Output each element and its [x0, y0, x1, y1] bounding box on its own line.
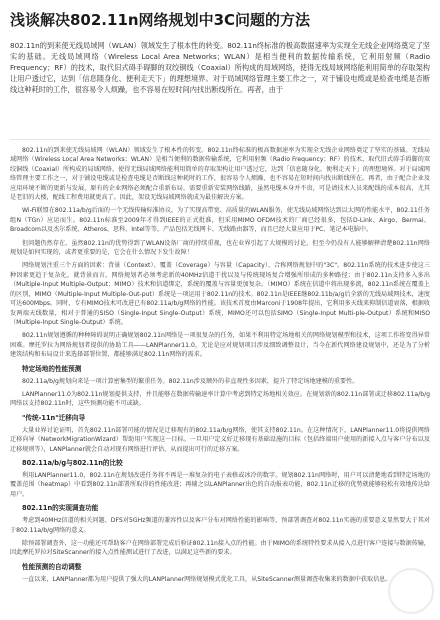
body-paragraph: 一直以来，LANPlanner都为用户提供了强大的LANPlanner网络规划模式优化工具，从SiteScanner测量调查收集来的数据中获取信息。 — [22, 575, 392, 583]
section-heading: 802.11a/b/g与802.11n的比较 — [22, 458, 123, 467]
body-paragraph: 除预部署调查外，这一功能还可帮助客户在网络部署完成后验证802.11n接入点的性能。由于MIMO的系统特性要求从接入点进行客户连接与数据传输，因此摩托罗拉对SiteScanner的接入点性能测试进行了改进，以满足这些新的要求。 — [10, 540, 430, 557]
body-paragraph: Wi-Fi联盟在802.11a/b/g后面的一个无线传输标准协议，为了实现高带宽、高质量的WLAN服务，使无线局域网络达到以太网的性能水平，802.11任务组N（TGn）应运而生。802.11n标准至2009年才得到IEEE的正式批准，但采用MIMO OFDM技术的厂商已经很多，包括D-Link、Airgo、Bermai、Broadcom以及杰尔系统、Atheros、思科、Intel等等，产品包括无线网卡、无线路由器等，而且已经大量应用于PC、笔记本电脑中。 — [10, 207, 430, 234]
divider — [10, 139, 430, 140]
body-paragraph: 802.11n的到来使无线局域网（WLAN）领域发生了根本性的转变。802.11n终标准的极高数据速率为实现全无线企业网络奠定了坚实的基础。无线局域网络（Wireless Local Area Networks；WLAN）是相当便利的数据传输系统，它利用射频（Radio Frequency；RF）的技术，取代旧式碍手碍脚的双绞铜线（Coaxial）所构成的局域网络，使得无线局域网络能利用简单的存取架构让用户透过它，达到「信息随身化、便利走天下」的理想境界。对于局域网络管理主要工作之一，对于铺设电缆或是检查电缆是否断线这种耗时的工作，很容易令人烦躁，也不容易在短时间内找出断线所在。再者，由于配合企业及应用环境不断的更新与发展，原有的企业网络必须配合重新布局，需要重新安装网络线路，虽然电缆本身并不贵，可是请技术人员来配线的成本很高，尤其是老旧的大楼，配线工程费用就更高了。因此，架设无线局域网络就成为最佳解决方案。 — [10, 147, 430, 202]
body-paragraph: 802.11a/b/g规划向来是一项计算密集型的繁重任务。802.11n涉及额外的非直观性多因素，提升了特定场地建模的重要性。 — [22, 377, 359, 385]
article-summary: 802.11n的到来使无线局域网（WLAN）领域发生了根本性的转变。802.11n终标准的极高数据速率为实现全无线企业网络奠定了坚实的基础。无线局域网络（Wireless Local Area Networks；WLAN）是相当便利的数据传输系统，它利用射频（Radio Frequency；RF）的技术，取代旧式碍手碍脚的双绞铜线（Coaxial）所构成的局域网络，使得无线局域网络能利用简单的存取架构让用户透过它，达到「信息随身化、便利走天下」的理想境界。对于局域网络管理主要工作之一，对于铺设电缆或是检查电缆是否断线这种耗时的工作，很容易令人烦躁，也不容易在短时间内找出断线所在。再者，由于 — [10, 41, 430, 94]
section-heading: 性能预测的自动调整 — [22, 562, 82, 571]
section-heading: 802.11n的实现调查功能 — [22, 504, 99, 513]
body-paragraph: 大量业界讨论证明，首先802.11n部署可能的情况是迁移现有的802.11a/b/g网络，使其支持802.11n。在这种情况下，LANPlanner11.0将提供网络迁移向导（NetworkMigrationWizard）帮助用户实现这一目标。一旦用户定义好迁移现有基础设施的目标（包括终端用户使用的新接入点与客户分布以及迁移规则等），LANPlanner就会自动对现有网络进行评估，从而提出可行的迁移方案。 — [10, 426, 430, 453]
body-paragraph: 利用LANPlanner11.0，802.11n在规划改进任务将不再是一堆复杂的电子表格或冰冷的数字。规划802.11n网络时，用户可以清楚地看到特定场地的覆盖范围（heatmap）中看到802.11n部署所取得的性能改进；再辅之以LANPlanner出色的自动报表功能，802.11n迁移的优势就能够轻松有效地传达给用户。 — [10, 471, 430, 498]
body-paragraph: LANPlanner11.0为802.11n规划提供支持，并且能够在数据传输速率计算中考虑到特定场地相关效应。在规划新的802.11n部署或迁移802.11a/b/g网络以支持802.11n时，这些预测功能不可或缺。 — [10, 390, 430, 408]
section-heading: "传统-11n"迁移向导 — [22, 413, 86, 422]
body-paragraph: 网络规划注重三个方面的因素：背景（Context）、覆盖（Coverage）与容量（Capacity），合称网络规划中的"3C"。802.11n系统的技术进步使这三种因素更趋于复杂化，就背景而言，网络规划者必须考虑新的40MHz信道干扰以及与传统现场复合增强所形成的多种路径；由于802.11n支持多入多出（Multiple-Input Multiple-Output；MIMO）技术和信道绑定，系统的覆盖与容量更加复杂。（MIMO）系统在信道中将出现多流，802.11n系统在覆盖上的区别，MIMO（Multiple-Input Multiple-Out-put）系统是一项运用于802.11n的技术。802.11n是IEEE继802.11b/a/g后全新的无线局域网技术，速度可达600Mbps。同时，专有MIMO技术可改进已有802.11a/b/g网络的性能。该技术首度由Marconi于1908年提出，它利用多天线来抑制信道衰落，根据收发两端天线数量，相对于普通的SISO（Single-Input Single-Output）系统，MIMO还可以包括SIMO（Single-Input Multi-ple-Output）系统和MISO（Multiple-Input Single-Output）系统。 — [10, 262, 430, 326]
body-paragraph: 考虑到40MHz信道的相关问题、DFS对5GHz频道的兼容性以及客户分布对网络性能的影响等，预部署调查对802.11n实施的重要意义显然要大于其对于802.11a/b/g网络的意义。 — [10, 517, 430, 534]
body-paragraph: 但问题仍然存在，虽然802.11n的优势得到了WLAN设备厂商的持续重视，也在业界引起了大规模的讨论，但至今仍没有人能够解释清楚802.11n网络规划是如何实现的，或者更重要的是，它会在什么情况下发生故障！ — [10, 239, 430, 257]
body-paragraph: 802.11n规划遵循的种种障碍说明正确规划802.11n网络是一项很复杂的任务，如果不利用特定场地相关的网络规划模型和技术，这项工作将变得异常困难。摩托罗拉为网络规划者提供的协助工具——LANPlanner11.0，无论是应对规划项目涉及细致调整设计，当今在新代网络建设规划中，还是为了分析建筑结构和布局设计来选择部署位置，都能够满足802.11n网络的需求。 — [10, 332, 430, 359]
article-title: 浅谈解决802.11n网络规划中3C问题的方法 — [10, 11, 311, 29]
document-page-preview — [10, 146, 430, 616]
section-heading: 特定场地的性能预测 — [22, 364, 82, 373]
